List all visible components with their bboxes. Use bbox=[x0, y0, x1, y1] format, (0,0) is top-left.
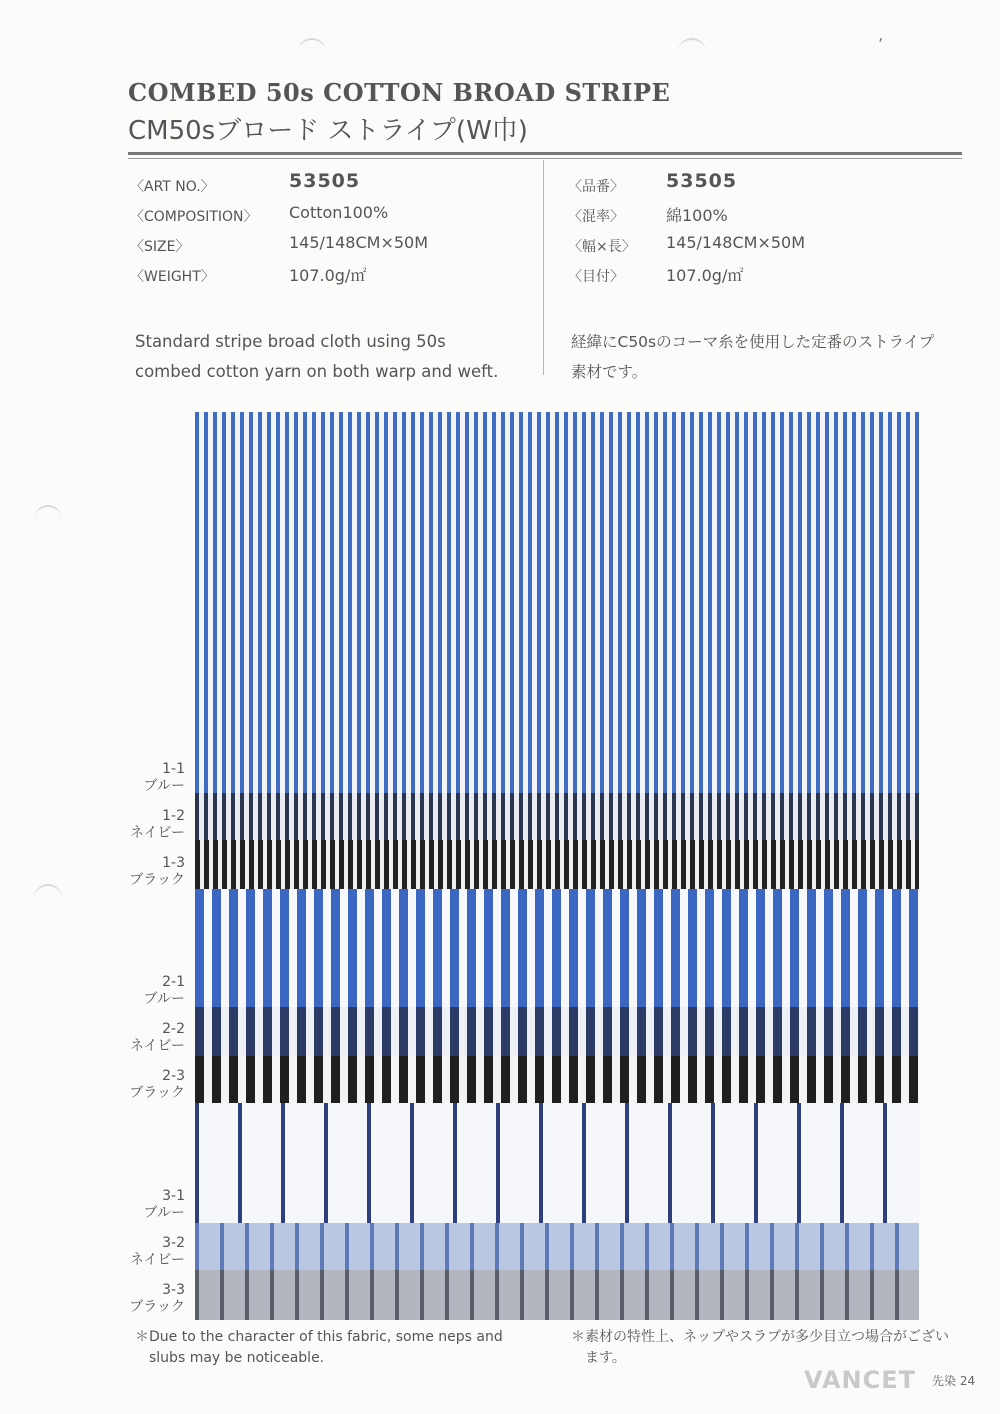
spec-label-size: 〈SIZE〉 bbox=[130, 239, 190, 255]
description-en bbox=[135, 327, 498, 387]
swatch-code: 3-2 bbox=[162, 1235, 185, 1251]
swatch-code: 1-1 bbox=[162, 761, 185, 777]
spec-value-metsuke: 107.0g/㎡ bbox=[666, 266, 744, 285]
swatch-color-name: ブルー bbox=[143, 1205, 185, 1221]
spec-value-size: 145/148CM×50M bbox=[289, 233, 429, 252]
swatch-1-3 bbox=[195, 840, 919, 890]
swatch-color-name: ブラック bbox=[129, 1085, 185, 1101]
swatch-code: 2-1 bbox=[162, 974, 185, 990]
swatch-label-1-2 bbox=[115, 808, 185, 842]
column-divider bbox=[543, 160, 544, 375]
swatch-color-name: ブルー bbox=[143, 991, 185, 1007]
spec-value-konritsu: 綿100% bbox=[666, 206, 728, 225]
page-label: 先染 24 bbox=[932, 1374, 976, 1388]
spec-label-weight: 〈WEIGHT〉 bbox=[130, 269, 215, 285]
swatch-code: 1-3 bbox=[162, 855, 185, 871]
swatch-color-name: ネイビー bbox=[129, 1038, 185, 1054]
swatch-label-3-2 bbox=[115, 1235, 185, 1269]
spec-label-haba: 〈幅×長〉 bbox=[568, 239, 636, 255]
swatch-color-name: ブラック bbox=[129, 872, 185, 888]
swatch-code: 3-3 bbox=[162, 1282, 185, 1298]
description-jp bbox=[571, 327, 934, 387]
note-en bbox=[135, 1327, 503, 1369]
description-jp-line-1: 経緯にC50sのコーマ糸を使用した定番のストライプ bbox=[571, 333, 935, 351]
swatch-label-2-3 bbox=[115, 1068, 185, 1102]
swatch-label-2-1 bbox=[115, 974, 185, 1008]
spec-label-composition: 〈COMPOSITION〉 bbox=[130, 209, 258, 225]
swatch-color-name: ブルー bbox=[143, 778, 185, 794]
swatch-label-1-1 bbox=[115, 761, 185, 795]
swatch-color-name: ネイビー bbox=[129, 825, 185, 841]
swatch-2-1 bbox=[195, 889, 919, 1008]
spec-value-weight: 107.0g/㎡ bbox=[289, 266, 367, 285]
page-title-en: COMBED 50s COTTON BROAD STRIPE bbox=[128, 78, 671, 107]
swatch-1-1 bbox=[195, 412, 919, 794]
swatch-3-2 bbox=[195, 1223, 919, 1271]
swatch-label-1-3 bbox=[115, 855, 185, 889]
spec-value-composition: Cotton100% bbox=[289, 203, 389, 222]
note-en-line-1: ＊Due to the character of this fabric, some neps and bbox=[135, 1329, 503, 1345]
note-en-line-2: slubs may be noticeable. bbox=[149, 1350, 325, 1366]
spec-value-art-no: 53505 bbox=[289, 170, 361, 192]
swatch-label-3-1 bbox=[115, 1188, 185, 1222]
spec-label-art-no: 〈ART NO.〉 bbox=[130, 179, 215, 195]
swatch-code: 1-2 bbox=[162, 808, 185, 824]
spec-value-haba: 145/148CM×50M bbox=[666, 233, 806, 252]
swatch-color-name: ネイビー bbox=[129, 1252, 185, 1268]
speck-mark: ʼ bbox=[878, 35, 884, 54]
swatch-label-2-2 bbox=[115, 1021, 185, 1055]
description-en-line-2: combed cotton yarn on both warp and weft. bbox=[135, 362, 499, 381]
swatch-2-2 bbox=[195, 1007, 919, 1057]
punch-hole-left-lower bbox=[34, 884, 62, 900]
note-jp-line-2: ます。 bbox=[585, 1350, 626, 1366]
spec-label-hinban: 〈品番〉 bbox=[568, 179, 624, 195]
swatch-3-3 bbox=[195, 1270, 919, 1320]
swatch-2-3 bbox=[195, 1056, 919, 1104]
brand-logo: VANCET bbox=[804, 1366, 916, 1394]
note-jp-line-1: ＊素材の特性上、ネップやスラブが多少目立つ場合がござい bbox=[571, 1329, 949, 1345]
punch-hole-top-left bbox=[298, 38, 326, 54]
spec-label-metsuke: 〈目付〉 bbox=[568, 269, 624, 285]
description-en-line-1: Standard stripe broad cloth using 50s bbox=[135, 332, 446, 351]
punch-hole-left-upper bbox=[34, 505, 62, 521]
header-rule-thin bbox=[128, 158, 962, 159]
swatch-label-3-3 bbox=[115, 1282, 185, 1316]
swatch-1-2 bbox=[195, 793, 919, 841]
swatch-3-1 bbox=[195, 1103, 919, 1224]
spec-value-hinban: 53505 bbox=[666, 170, 738, 192]
swatch-code: 2-2 bbox=[162, 1021, 185, 1037]
swatch-stack bbox=[195, 412, 927, 1322]
spec-label-konritsu: 〈混率〉 bbox=[568, 209, 624, 225]
description-jp-line-2: 素材です。 bbox=[571, 363, 648, 381]
swatch-code: 3-1 bbox=[162, 1188, 185, 1204]
header-rule bbox=[128, 152, 962, 155]
note-jp bbox=[571, 1327, 949, 1369]
punch-hole-top-right bbox=[678, 38, 706, 54]
swatch-code: 2-3 bbox=[162, 1068, 185, 1084]
swatch-color-name: ブラック bbox=[129, 1299, 185, 1315]
page-title-jp: CM50sブロード ストライプ(W巾) bbox=[128, 116, 528, 146]
